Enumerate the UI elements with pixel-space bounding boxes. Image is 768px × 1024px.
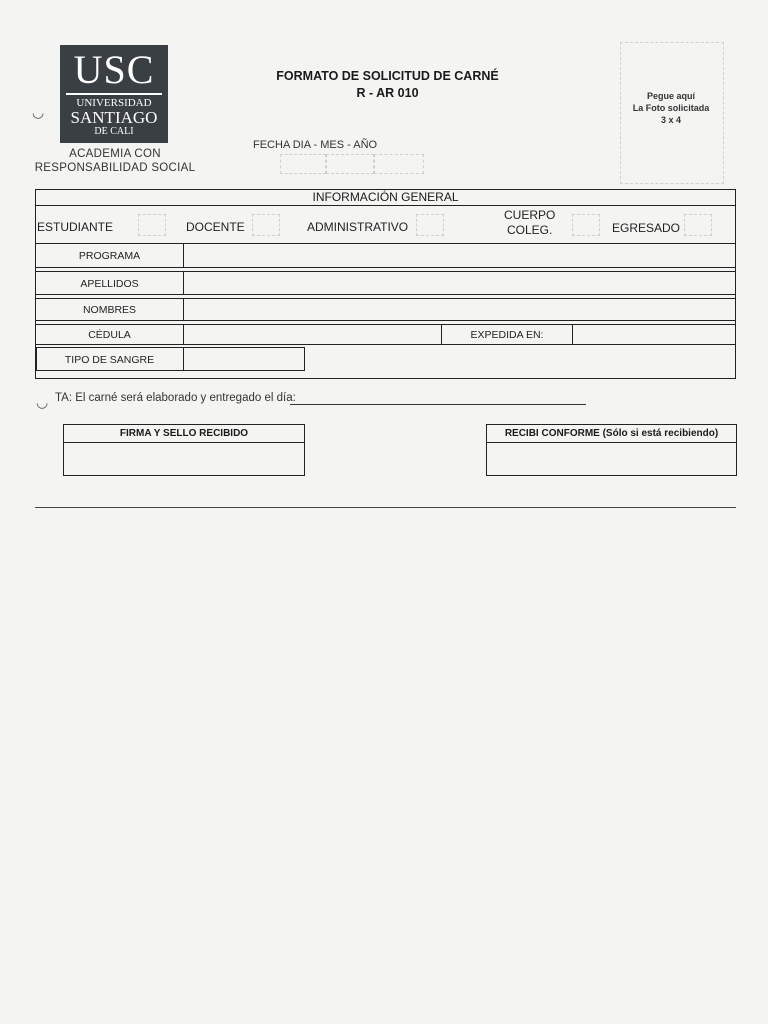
- row-divider: [35, 271, 736, 272]
- form-title: [215, 68, 560, 102]
- punch-hole-mark: ◡: [32, 104, 45, 120]
- logo-divider: [66, 93, 162, 95]
- form-code: R - AR 010: [356, 86, 419, 100]
- date-year-box[interactable]: [374, 154, 424, 174]
- delivery-date-line[interactable]: [290, 404, 586, 405]
- nombres-label: NOMBRES: [82, 304, 137, 316]
- firma-sello-box[interactable]: [63, 424, 305, 476]
- tipo-sangre-input[interactable]: [188, 351, 300, 367]
- role-cuerpo-coleg-checkbox[interactable]: [572, 214, 600, 236]
- logo-acronym: USC: [73, 47, 155, 92]
- form-title-line-1: FORMATO DE SOLICITUD DE CARNÉ: [276, 69, 499, 83]
- row-divider: [35, 324, 736, 325]
- column-divider: [183, 347, 184, 371]
- role-estudiante-checkbox[interactable]: [138, 214, 166, 236]
- programa-input[interactable]: [188, 247, 728, 264]
- logo-line-2: SANTIAGO: [70, 108, 158, 127]
- role-administrativo-checkbox[interactable]: [416, 214, 444, 236]
- cedula-input[interactable]: [188, 327, 436, 343]
- row-divider: [35, 294, 736, 295]
- programa-label: PROGRAMA: [78, 250, 141, 262]
- tipo-sangre-label: TIPO DE SANGRE: [64, 354, 155, 366]
- expedida-input[interactable]: [577, 327, 729, 343]
- photo-instructions: [622, 90, 720, 126]
- apellidos-label: APELLIDOS: [80, 278, 139, 290]
- role-administrativo-label: ADMINISTRATIVO: [307, 220, 409, 234]
- row-divider: [35, 298, 736, 299]
- photo-text-1: Pegue aquí: [646, 91, 695, 101]
- expedida-label: EXPEDIDA EN:: [470, 329, 544, 341]
- column-divider: [183, 298, 184, 320]
- column-divider: [183, 271, 184, 295]
- role-docente-label: DOCENTE: [186, 220, 245, 234]
- role-estudiante-label: ESTUDIANTE: [37, 220, 114, 234]
- role-egresado-checkbox[interactable]: [684, 214, 712, 236]
- date-day-box[interactable]: [280, 154, 326, 174]
- delivery-note: TA: El carné será elaborado y entregado el día:: [55, 392, 296, 404]
- role-cuerpo-line-1: CUERPO: [504, 208, 556, 222]
- role-cuerpo-coleg-label: [504, 208, 555, 238]
- row-divider: [35, 243, 736, 244]
- logo-line-1: UNIVERSIDAD: [76, 97, 152, 109]
- firma-sello-header: FIRMA Y SELLO RECIBIDO: [64, 425, 304, 443]
- recibi-conforme-header: RECIBI CONFORME (Sólo si está recibiendo): [487, 425, 736, 443]
- row-divider: [35, 344, 736, 345]
- footer-rule: [35, 507, 736, 508]
- motto-line-1: ACADEMIA CON: [69, 148, 161, 160]
- column-divider: [572, 324, 573, 345]
- column-divider: [183, 324, 184, 345]
- row-divider: [35, 267, 736, 268]
- column-divider: [183, 243, 184, 268]
- recibi-conforme-box[interactable]: [486, 424, 737, 476]
- date-label: FECHA DIA - MES - AÑO: [253, 139, 378, 151]
- general-info-header: INFORMACIÓN GENERAL: [35, 189, 736, 206]
- row-divider: [35, 320, 736, 321]
- punch-hole-mark: ◡: [36, 394, 49, 410]
- role-egresado-label: EGRESADO: [612, 221, 681, 235]
- date-month-box[interactable]: [326, 154, 374, 174]
- role-docente-checkbox[interactable]: [252, 214, 280, 236]
- photo-text-3: 3 x 4: [660, 115, 682, 125]
- university-logo: [60, 45, 168, 143]
- logo-line-3: DE CALI: [94, 126, 134, 137]
- cedula-label: CÉDULA: [88, 329, 131, 341]
- role-cuerpo-line-2: COLEG.: [506, 223, 553, 237]
- photo-text-2: La Foto solicitada: [632, 103, 710, 113]
- logo-motto: [30, 147, 200, 175]
- motto-line-2: RESPONSABILIDAD SOCIAL: [34, 162, 196, 174]
- apellidos-input[interactable]: [188, 275, 728, 292]
- nombres-input[interactable]: [188, 301, 728, 318]
